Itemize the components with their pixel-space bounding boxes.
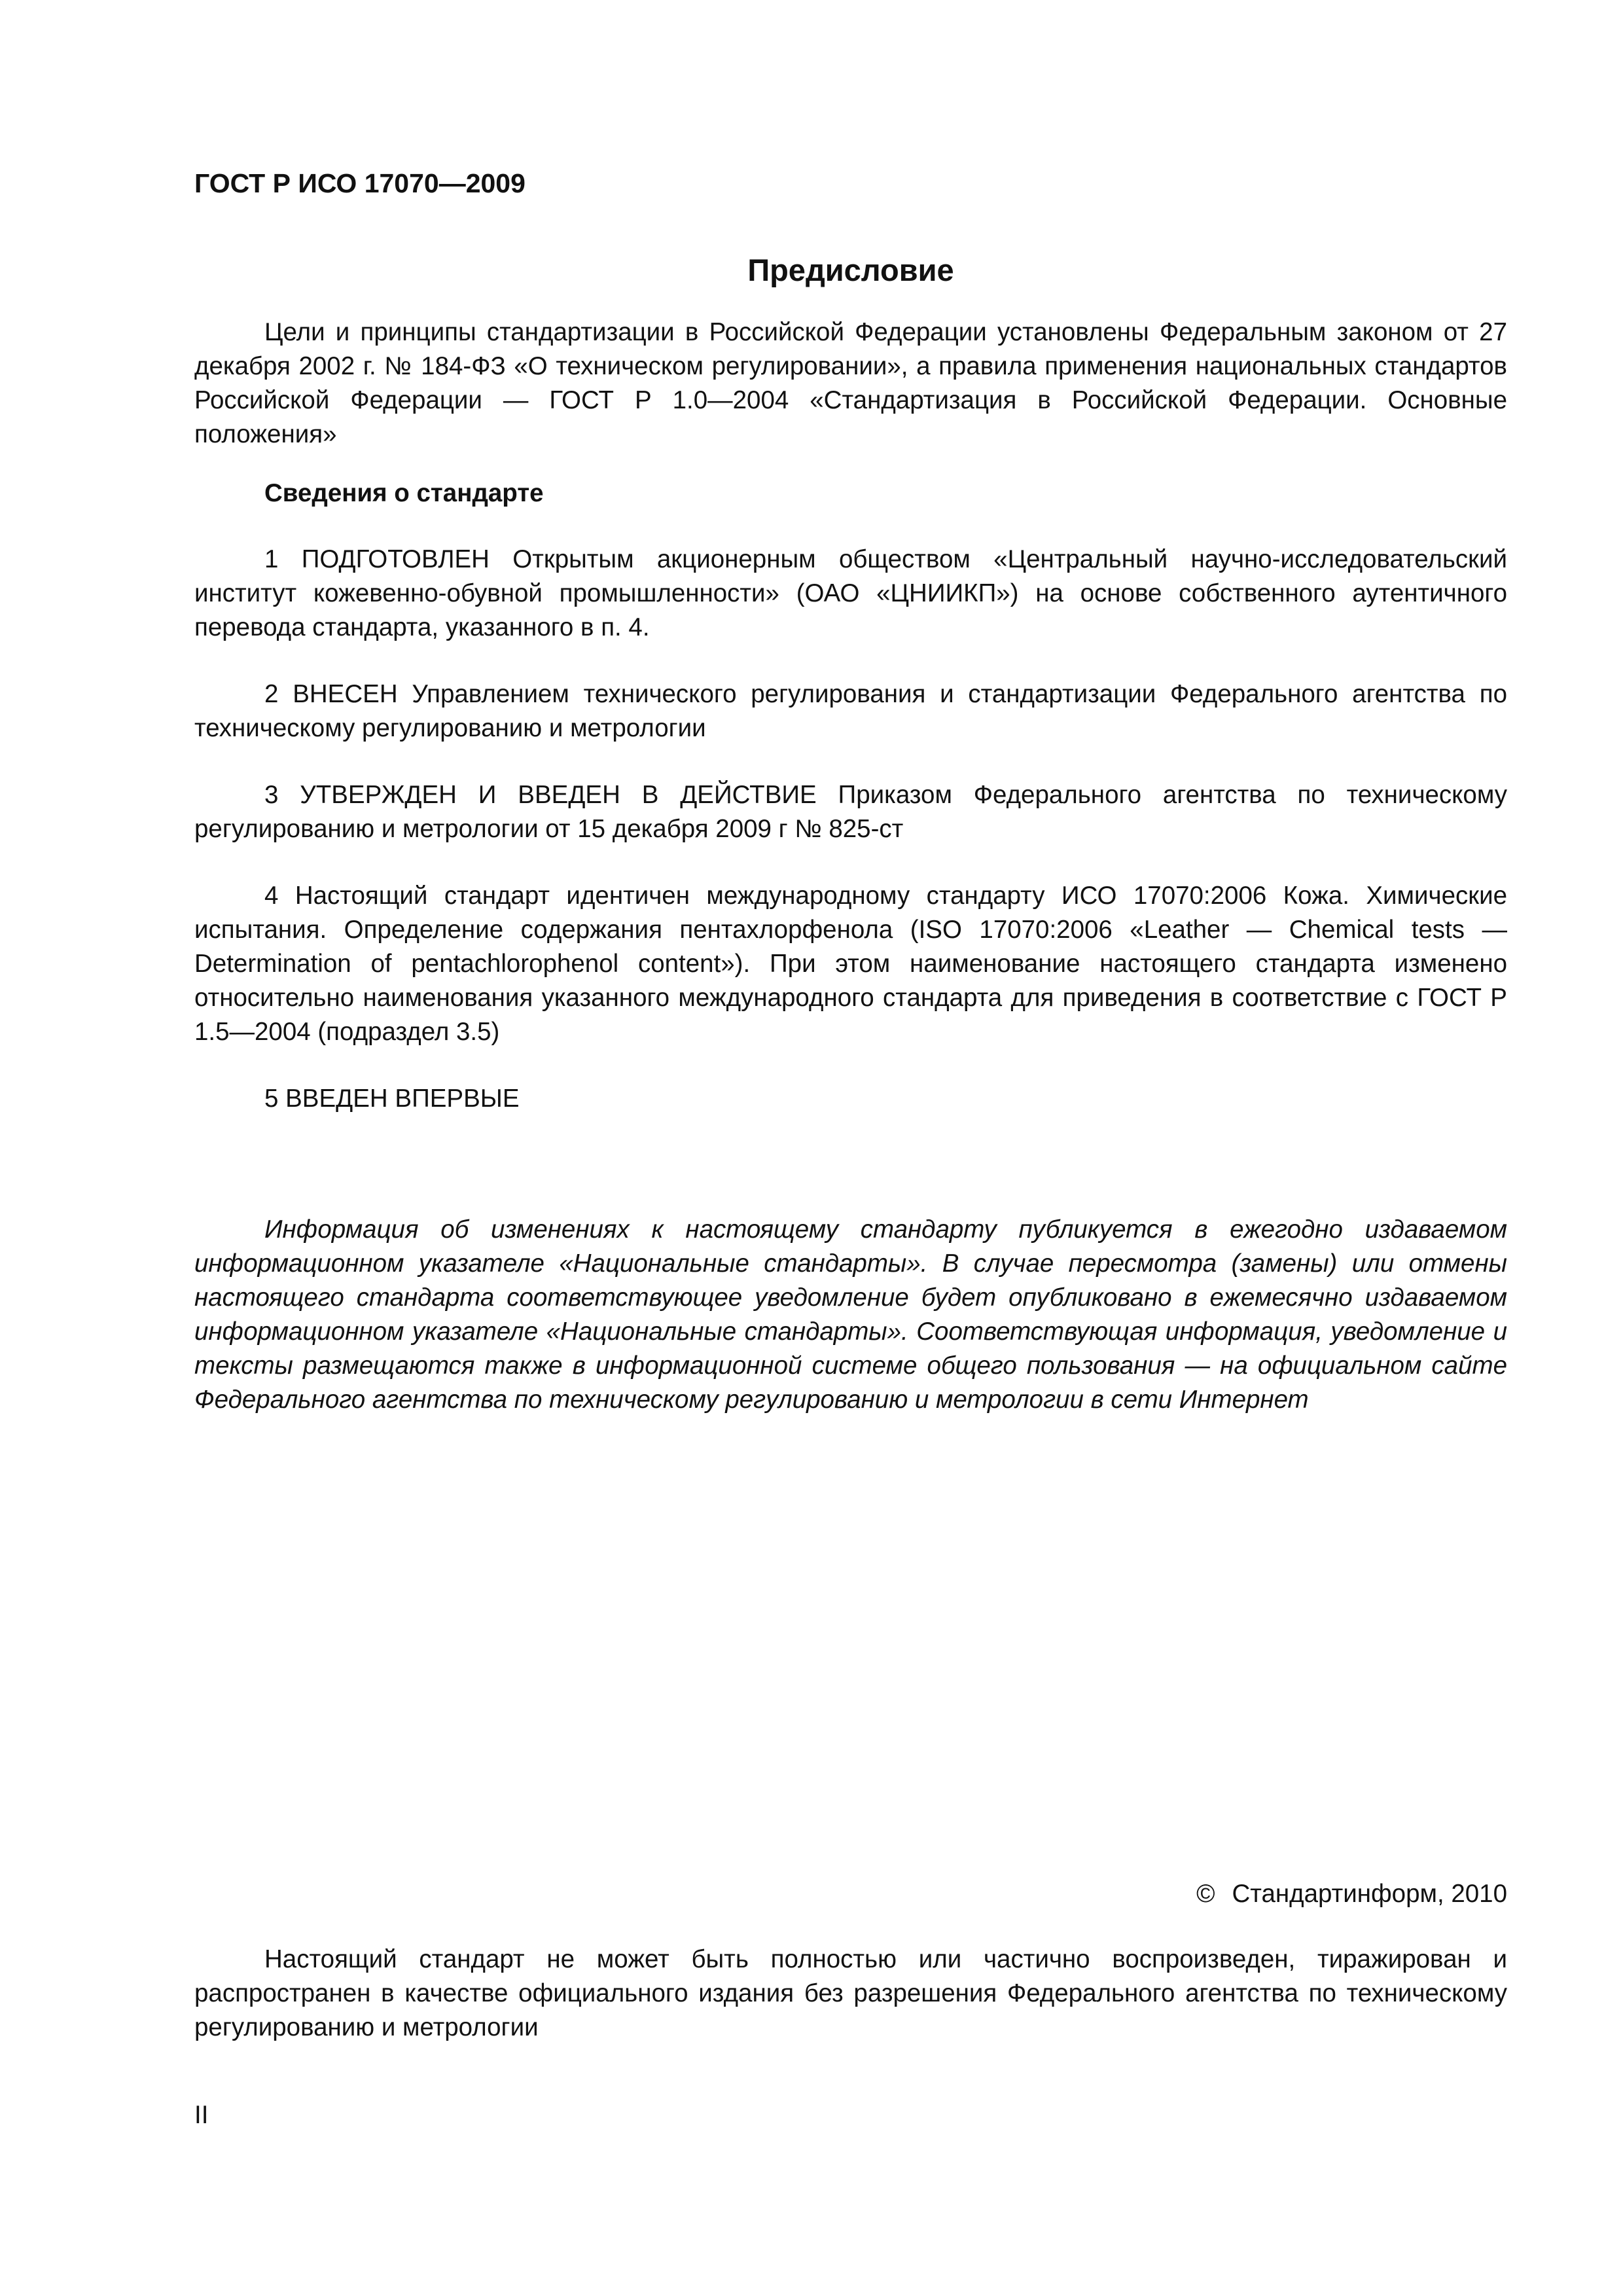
info-item-2: 2 ВНЕСЕН Управлением технического регулирования и стандартизации Федерального агентства по техническому регулированию и метрологии (194, 680, 1507, 742)
page-title: Предисловие (747, 253, 954, 287)
section-heading: Сведения о стандарте (264, 479, 544, 507)
intro-paragraph: Цели и принципы стандартизации в Российской Федерации установлены Федеральным законом от 27 декабря 2002 г. № 184-ФЗ «О техническом регулировании», а правила применения национальных стандартов Российской Федерации — ГОСТ Р 1.0—2004 «Стандартизация в Российской Федерации. Основные положения» (194, 318, 1507, 448)
copyright-line (194, 1877, 1507, 1911)
copyright-symbol: © (1196, 1880, 1215, 1908)
info-item-5: 5 ВВЕДЕН ВПЕРВЫЕ (264, 1085, 520, 1113)
page-content (194, 151, 1507, 1417)
page-number: II (194, 2101, 209, 2129)
info-item-1: 1 ПОДГОТОВЛЕН Открытым акционерным обществом «Центральный научно-исследовательский институт кожевенно-обувной промышленности» (ОАО «ЦНИИКП») на основе собственного аутентичного перевода стандарта, указанного в п. 4. (194, 545, 1507, 641)
info-item-4: 4 Настоящий стандарт идентичен международному стандарту ИСО 17070:2006 Кожа. Химические испытания. Определение содержания пентахлорфенола (ISO 17070:2006 «Leather — Chemical tests — Determination of pentachlorophenol content»). При этом наименование настоящего стандарта изменено относительно наименования указанного международного стандарта для приведения в соответствие с ГОСТ Р 1.5—2004 (подраздел 3.5) (194, 882, 1507, 1046)
reproduction-notice: Настоящий стандарт не может быть полностью или частично воспроизведен, тиражирован и распространен в качестве официального издания без разрешения Федерального агентства по техническому регулированию и метрологии (194, 1945, 1507, 2041)
page-footer-block (194, 1877, 1507, 2045)
info-item-3: 3 УТВЕРЖДЕН И ВВЕДЕН В ДЕЙСТВИЕ Приказом Федерального агентства по техническому регулированию и метрологии от 15 декабря 2009 г № 825-ст (194, 781, 1507, 843)
document-id-header: ГОСТ Р ИСО 17070—2009 (194, 168, 526, 198)
changes-info-paragraph: Информация об изменениях к настоящему стандарту публикуется в ежегодно издаваемом информационном указателе «Национальные стандарты». В случае пересмотра (замены) или отмены настоящего стандарта соответствующее уведомление будет опубликовано в ежемесячно издаваемом информационном указателе «Национальные стандарты». Соответствующая информация, уведомление и тексты размещаются также в информационной системе общего пользования — на официальном сайте Федерального агентства по техническому регулированию и метрологии в сети Интернет (194, 1215, 1507, 1414)
copyright-text: Стандартинформ, 2010 (1232, 1880, 1507, 1908)
